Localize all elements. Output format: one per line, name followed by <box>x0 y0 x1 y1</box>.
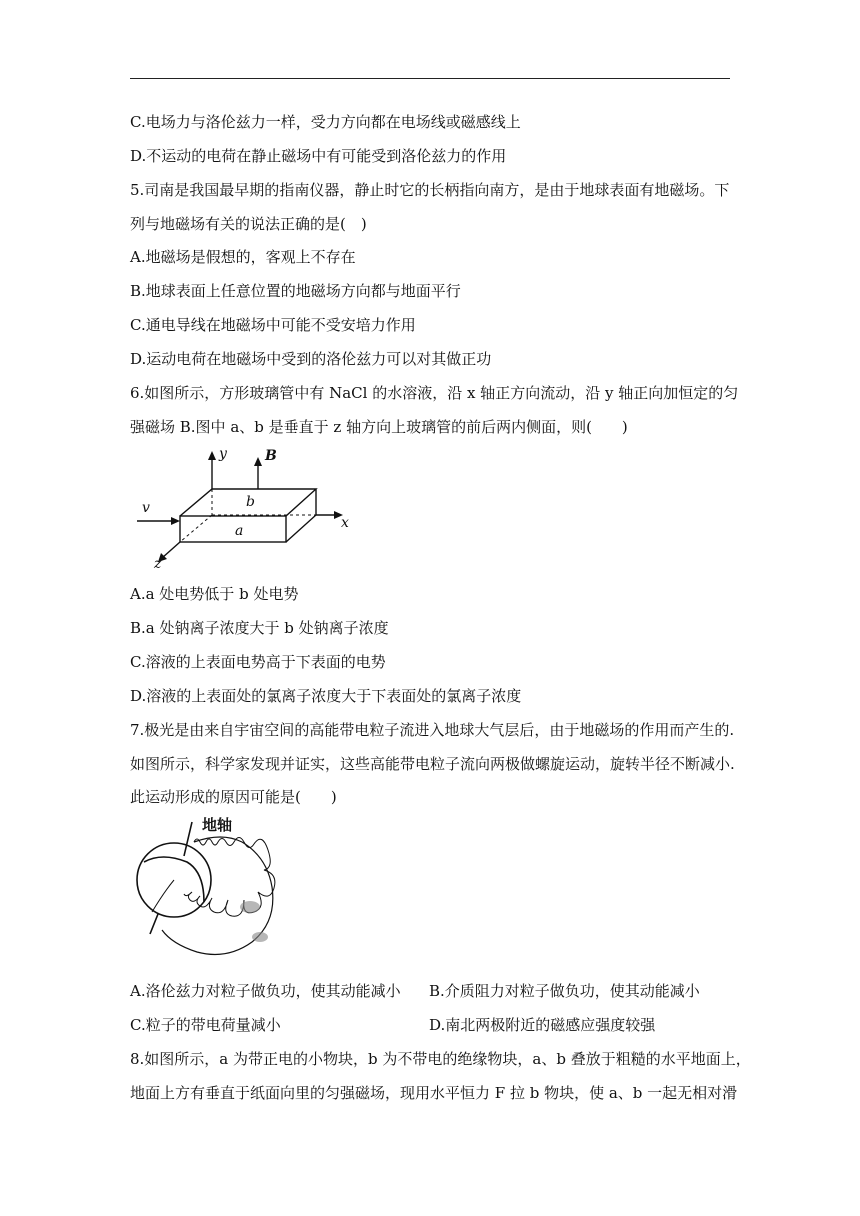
header-rule <box>130 78 730 79</box>
q6-figure <box>132 444 362 572</box>
q8-stem-1: 8.如图所示，a 为带正电的小物块，b 为不带电的绝缘物块，a、b 叠放于粗糙的水平地面上， <box>130 1050 751 1068</box>
q7-option-c: C.粒子的带电荷量减小 <box>130 1016 281 1034</box>
q6-stem-1: 6.如图所示，方形玻璃管中有 NaCl 的水溶液，沿 x 轴正方向流动，沿 y 轴正向加恒定的匀 <box>130 384 739 402</box>
label-b: b <box>246 494 255 510</box>
q7-figure <box>132 812 292 972</box>
q5-option-c: C.通电导线在地磁场中可能不受安培力作用 <box>130 316 416 334</box>
label-B: B <box>265 448 277 464</box>
q5-stem-2: 列与地磁场有关的说法正确的是( ) <box>130 215 367 233</box>
label-x: x <box>341 515 349 531</box>
q7-option-a: A.洛伦兹力对粒子做负功，使其动能减小 <box>130 982 401 1000</box>
earth-axis-label: 地轴 <box>202 816 233 834</box>
q6-option-b: B.a 处钠离子浓度大于 b 处钠离子浓度 <box>130 619 389 637</box>
q7-option-d: D.南北两极附近的磁感应强度较强 <box>429 1016 656 1034</box>
q7-stem-2: 如图所示，科学家发现并证实，这些高能带电粒子流向两极做螺旋运动，旋转半径不断减小. <box>130 755 735 773</box>
z-axis <box>162 542 180 558</box>
earth-axis-top <box>184 822 192 856</box>
q7-stem-3: 此运动形成的原因可能是( ) <box>130 788 337 806</box>
q5-stem-1: 5.司南是我国最早期的指南仪器，静止时它的长柄指向南方，是由于地球表面有地磁场。下 <box>130 181 730 199</box>
q6-option-a: A.a 处电势低于 b 处电势 <box>130 585 299 603</box>
q4-option-c: C.电场力与洛伦兹力一样，受力方向都在电场线或磁感线上 <box>130 113 521 131</box>
q7-option-b: B.介质阻力对粒子做负功，使其动能减小 <box>429 982 700 1000</box>
earth-axis-bottom <box>150 914 158 934</box>
q5-option-b: B.地球表面上任意位置的地磁场方向都与地面平行 <box>130 282 461 300</box>
q8-stem-2: 地面上方有垂直于纸面向里的匀强磁场，现用水平恒力 F 拉 b 物块，使 a、b 一起无相对滑 <box>130 1084 738 1102</box>
label-y: y <box>219 446 227 462</box>
q6-option-c: C.溶液的上表面电势高于下表面的电势 <box>130 653 386 671</box>
earth-latitude <box>144 857 204 902</box>
label-a: a <box>235 523 244 539</box>
q4-option-d: D.不运动的电荷在静止磁场中有可能受到洛伦兹力的作用 <box>130 147 507 165</box>
label-z: z <box>154 556 162 572</box>
q6-option-d: D.溶液的上表面处的氯离子浓度大于下表面处的氯离子浓度 <box>130 687 522 705</box>
q5-option-a: A.地磁场是假想的，客观上不存在 <box>130 248 356 266</box>
spiral-path <box>184 838 275 917</box>
q5-option-d: D.运动电荷在地磁场中受到的洛伦兹力可以对其做正功 <box>130 350 492 368</box>
label-v: v <box>142 500 150 516</box>
q6-stem-2: 强磁场 B.图中 a、b 是垂直于 z 轴方向上玻璃管的前后两内侧面，则( ) <box>130 418 628 436</box>
tube-front-face <box>180 516 286 542</box>
q7-stem-1: 7.极光是由来自宇宙空间的高能带电粒子流进入地球大气层后，由于地磁场的作用而产生的. <box>130 721 735 739</box>
